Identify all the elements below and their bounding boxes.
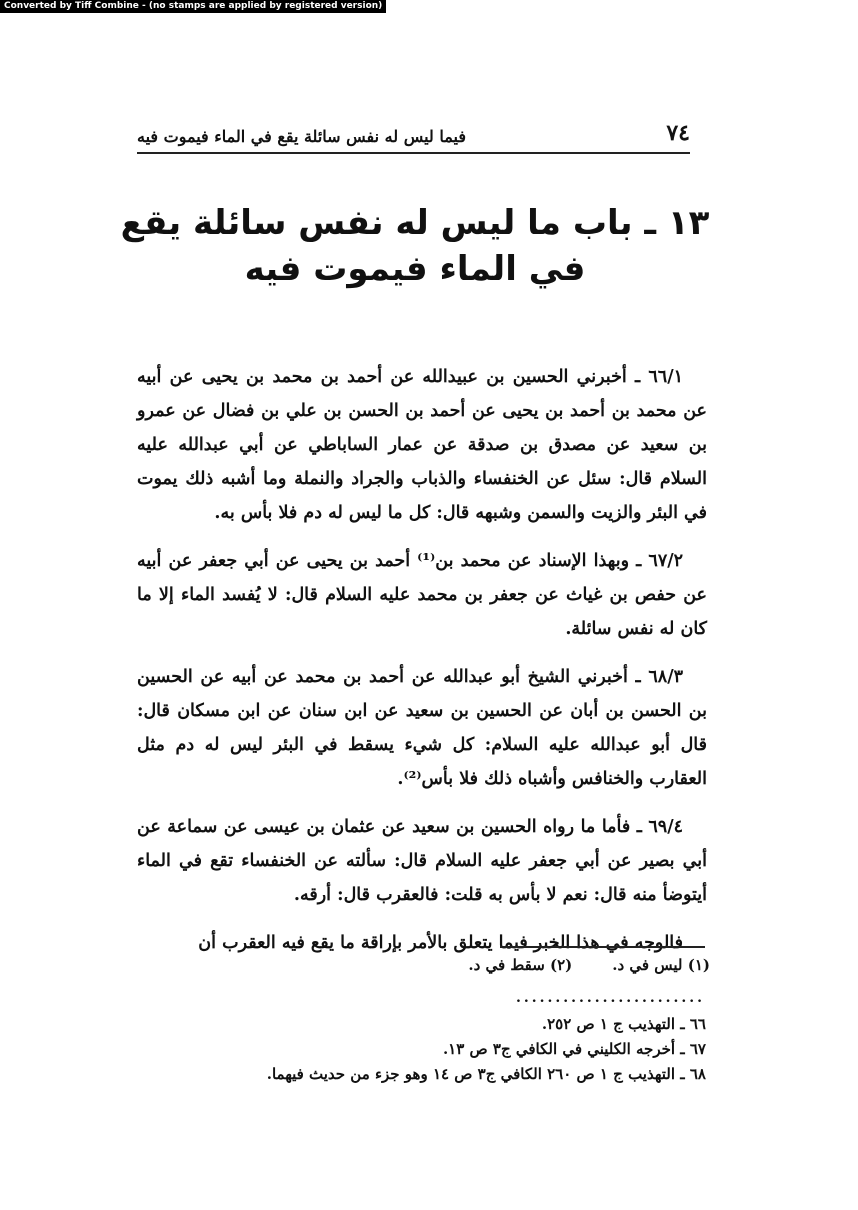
converter-banner: Converted by Tiff Combine - (no stamps are applied by registered version) <box>0 0 386 13</box>
source-66: ٦٦ ـ التهذيب ج ١ ص ٢٥٢. <box>541 1015 706 1033</box>
hadith-69: ٦٩/٤ ـ فأما ما رواه الحسين بن سعيد عن عثمان بن عيسى عن سماعة عن أبي بصير عن أبي جعفر عليه السلام قال: سألته عن الخنفساء تقع في الماء أيتوضأ منه قال: نعم لا بأس به قلت: فالعقرب قال: أرقه. <box>137 817 707 905</box>
hadith-68: ٦٨/٣ ـ أخبرني الشيخ أبو عبدالله عن أحمد بن محمد عن أبيه عن الحسين بن الحسن بن أبان عن الحسين بن سعيد عن ابن سنان عن ابن مسكان قال: قال أبو عبدالله عليه السلام: كل شيء يسقط في البئر ليس له دم مثل العقارب والخنافس وأشباه ذلك فلا بأس⁽²⁾. <box>137 667 707 789</box>
footnote-divider <box>500 946 705 948</box>
dotted-separator: ........................ <box>516 990 705 1006</box>
page-number: ٧٤ <box>666 120 690 146</box>
footnote-1: (١) ليس في د. <box>612 956 710 974</box>
chapter-title: ١٣ ـ باب ما ليس له نفس سائلة يقع في الماء فيموت فيه <box>120 203 710 289</box>
source-67: ٦٧ ـ أخرجه الكليني في الكافي ج٣ ص ١٣. <box>442 1040 706 1058</box>
commentary-paragraph: فالوجه في هذا الخبر فيما يتعلق بالأمر بإراقة ما يقع فيه العقرب أن <box>198 933 683 953</box>
footnotes <box>420 956 710 974</box>
source-68: ٦٨ ـ التهذيب ج ١ ص ٢٦٠ الكافي ج٣ ص ١٤ وهو جزء من حديث فيهما. <box>266 1065 706 1083</box>
hadith-67: ٦٧/٢ ـ وبهذا الإسناد عن محمد بن⁽¹⁾ أحمد بن يحيى عن أبي جعفر عن أبيه عن حفص بن غياث عن جعفر بن محمد عليه السلام قال: لا يُفسد الماء إلا ما كان له نفس سائلة. <box>137 551 707 639</box>
hadith-66: ٦٦/١ ـ أخبرني الحسين بن عبيدالله عن أحمد بن محمد بن يحيى عن أبيه عن محمد بن أحمد بن يحيى عن أحمد بن الحسن بن علي بن فضال عن عمرو بن سعيد عن مصدق بن صدقة عن عمار الساباطي عن أبي عبدالله عليه السلام قال: سئل عن الخنفساء والذباب والجراد والنملة وما أشبه ذلك يموت في البئر والزيت والسمن وشبهه قال: كل ما ليس له دم فلا بأس به. <box>137 367 707 523</box>
source-references <box>250 1012 706 1087</box>
page-header <box>137 112 690 154</box>
running-title: فيما ليس له نفس سائلة يقع في الماء فيموت فيه <box>137 127 466 146</box>
body-text <box>137 360 707 974</box>
footnote-2: (٢) سقط في د. <box>468 956 573 974</box>
